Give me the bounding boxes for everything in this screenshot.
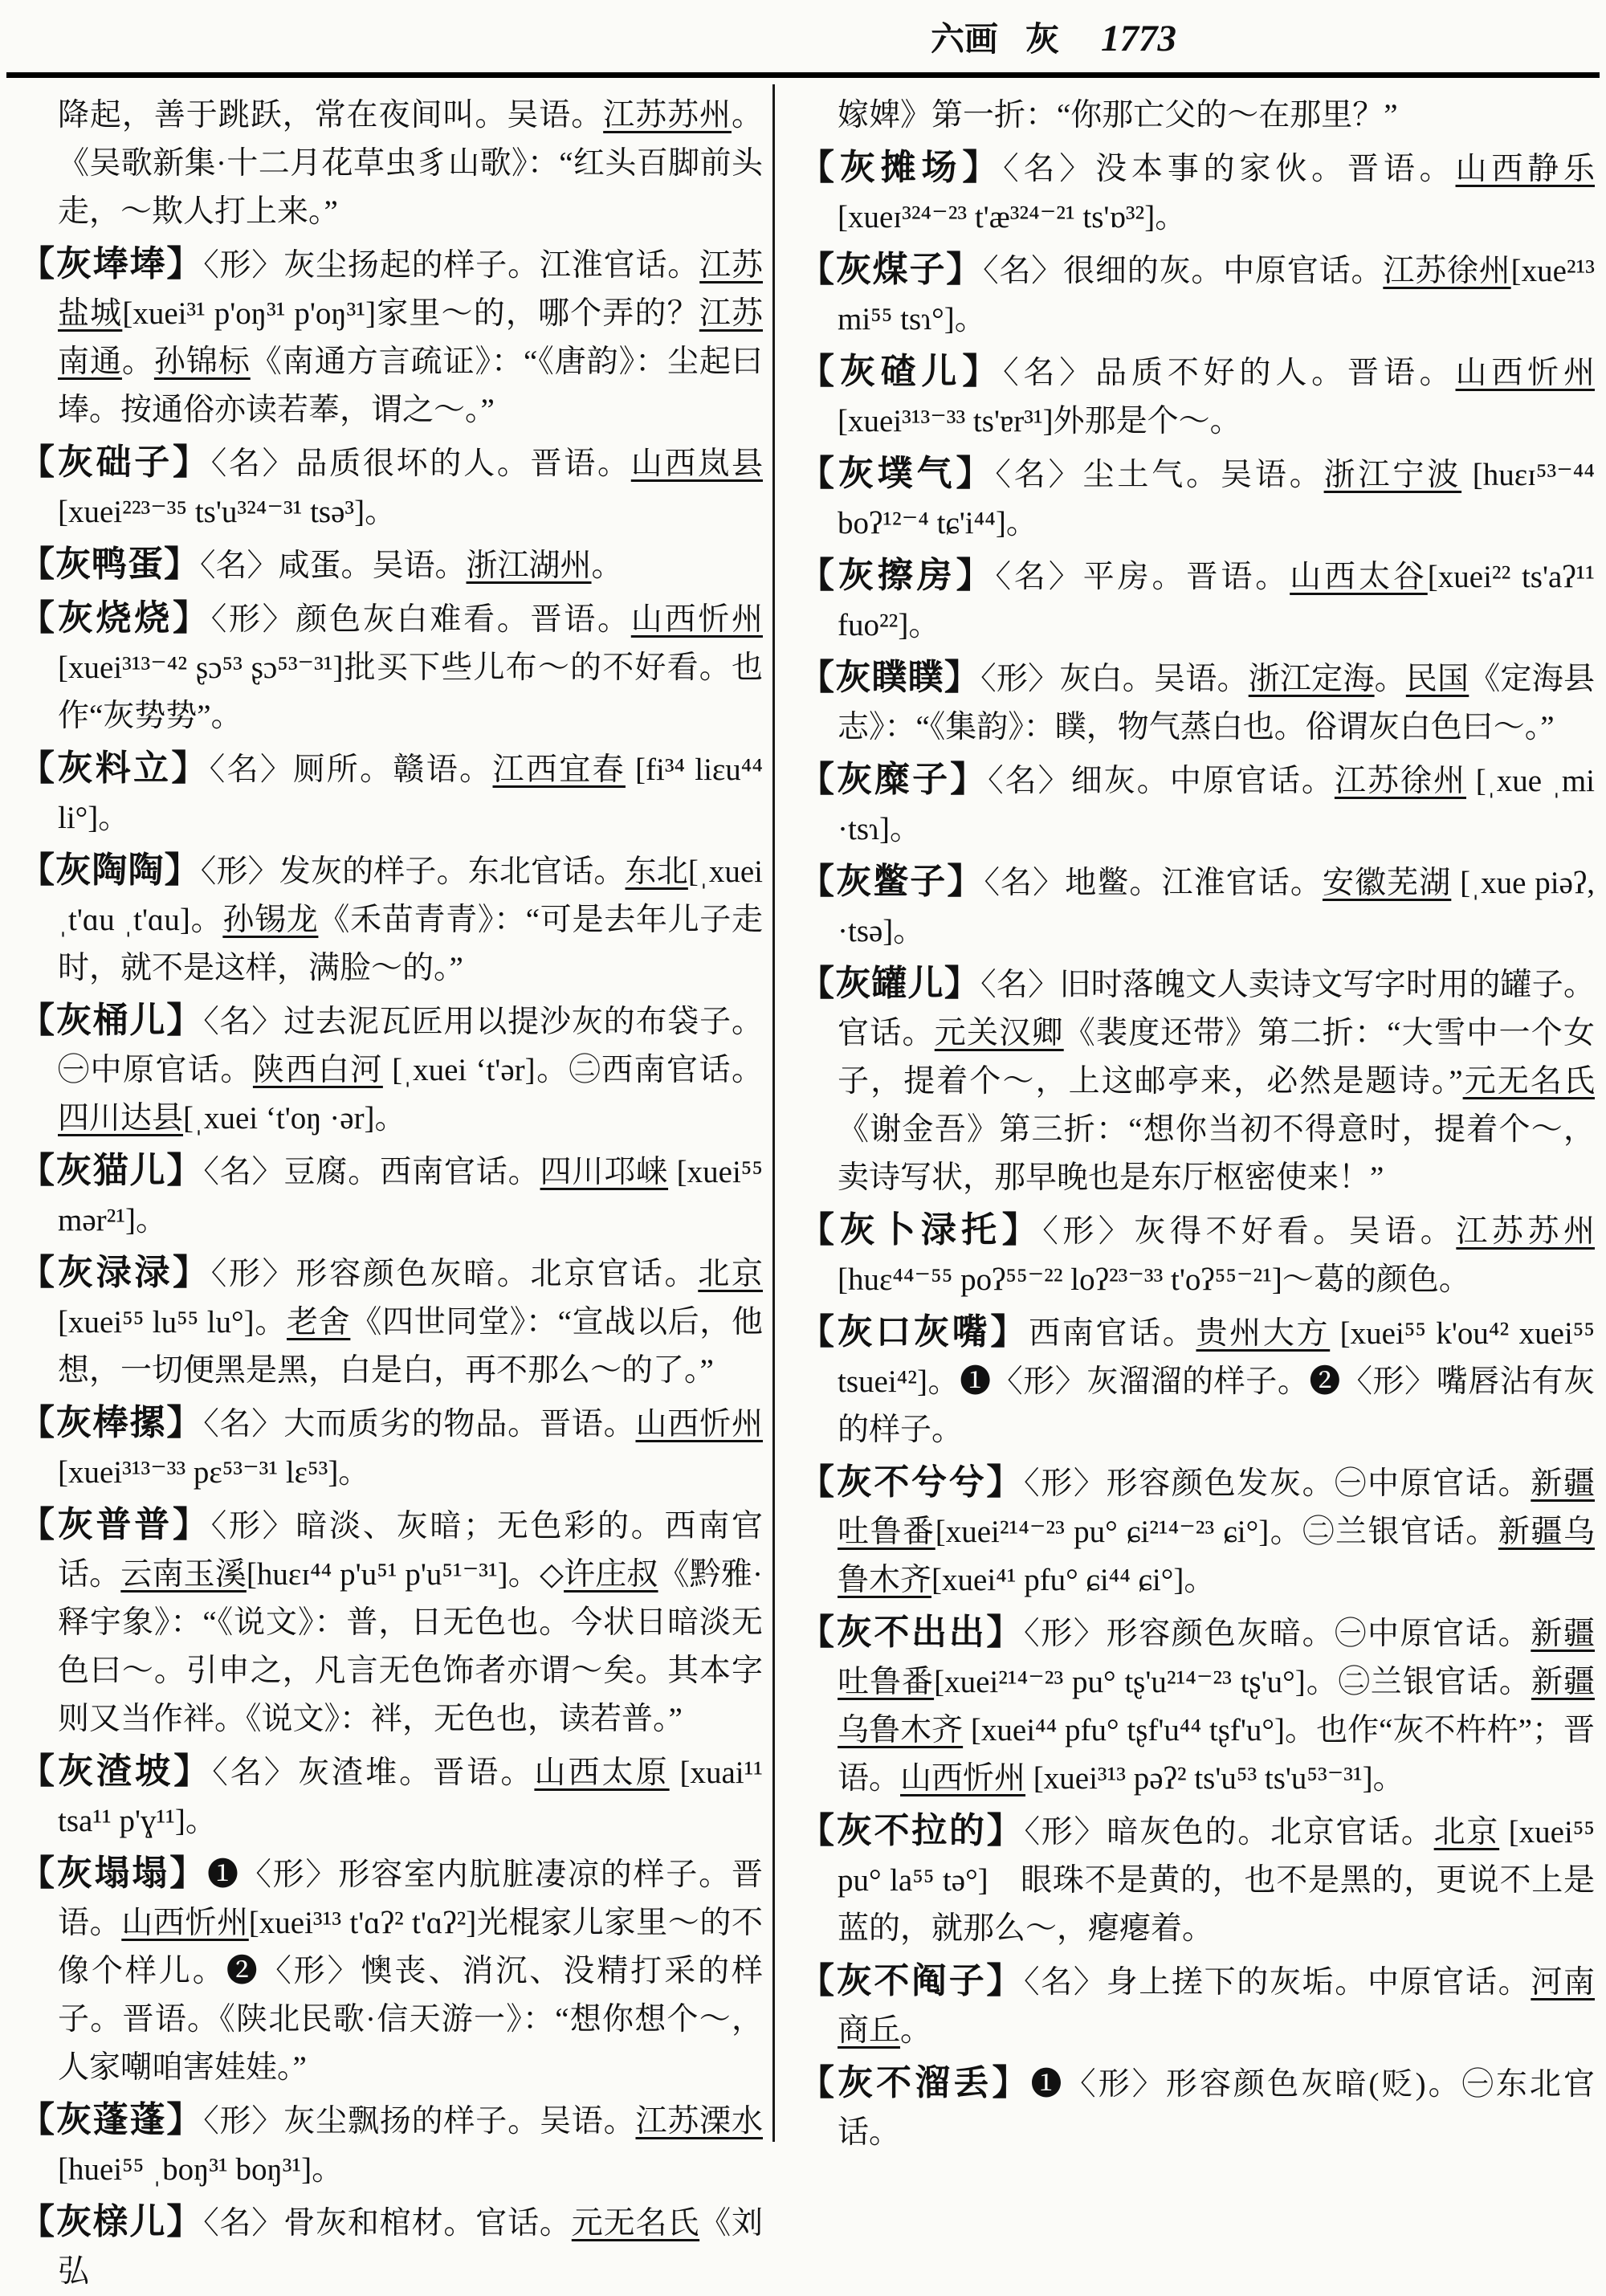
entry-text: [xuei³¹³⁻³³ ts'ɐr³¹]外那是个～。 bbox=[838, 404, 1241, 438]
entry-headword: 【灰鳖子】 bbox=[799, 862, 984, 901]
dictionary-entry bbox=[19, 1399, 763, 1497]
dictionary-entry bbox=[19, 438, 763, 536]
proper-name-underlined: 河南商丘 bbox=[838, 1965, 1595, 2048]
proper-name-underlined: 江苏徐州 bbox=[1334, 764, 1466, 798]
entry-text: [xuei³¹³⁻³³ pɛ⁵³⁻³¹ lɛ⁵³]。 bbox=[58, 1455, 370, 1490]
entry-headword: 【灰普普】 bbox=[19, 1505, 211, 1544]
proper-name-underlined: 山西静乐 bbox=[1455, 152, 1595, 186]
entry-headword: 【灰口灰嘴】 bbox=[799, 1312, 1029, 1352]
entry-text: [xuei²¹⁴⁻²³ pu° ɕi²¹⁴⁻²³ ɕi°]。㊁兰银官话。 bbox=[935, 1515, 1498, 1549]
proper-name-underlined: 老舍 bbox=[287, 1305, 351, 1340]
dictionary-entry bbox=[799, 960, 1595, 1202]
entry-text: 〈名〉骨灰和棺材。官话。 bbox=[203, 2206, 572, 2241]
dictionary-entry bbox=[799, 1609, 1595, 1803]
entry-text: 《四世同堂》：“宣战以后，他想，一切便黑是黑，白是白，再不那么～的了。” bbox=[58, 1305, 763, 1388]
entry-text: 〈形〉灰尘飘扬的样子。吴语。 bbox=[203, 2104, 636, 2139]
proper-name-underlined: 孙锡龙 bbox=[222, 903, 319, 937]
proper-name-underlined: 山西岚县 bbox=[630, 447, 763, 481]
entry-text: [xuei³¹³⁻⁴² ʂɔ⁵³ ʂɔ⁵³⁻³¹]批买下些儿布～的不好看。也作“灰势势”。 bbox=[58, 650, 763, 733]
entry-headword: 【灰鸭蛋】 bbox=[19, 544, 200, 584]
proper-name-underlined: 江苏盐城 bbox=[58, 248, 763, 331]
entry-text: 〈名〉过去泥瓦匠用以提沙灰的布袋子。㊀中原官话。 bbox=[58, 1005, 763, 1087]
entry-text: 。《吴歌新集·十二月花草虫豸山歌》：“红头百脚前头走，～欺人打上来。” bbox=[58, 98, 763, 229]
dictionary-entry bbox=[799, 654, 1595, 752]
proper-name-underlined: 元无名氏 bbox=[1462, 1064, 1595, 1099]
columns-container bbox=[0, 78, 1606, 2289]
entry-headword: 【灰罐儿】 bbox=[799, 964, 981, 1003]
entry-headword: 【灰碴儿】 bbox=[799, 352, 1004, 391]
entry-text: [xuei³¹³ t'ɑʔ² t'ɑʔ²]光棍家儿家里～的不像个样儿。❷〈形〉懊丧、消沉、没精打采的样子。晋语。《陕北民歌·信天游一》：“想你想个～，人家嘲咱害娃娃。” bbox=[58, 1906, 763, 2085]
entry-text: [xuei⁴¹ pfu° ɕi⁴⁴ ɕi°]。 bbox=[931, 1563, 1216, 1597]
entry-headword: 【灰渌渌】 bbox=[19, 1253, 211, 1292]
proper-name-underlined: 江西宜春 bbox=[492, 752, 626, 787]
entry-headword: 【灰塌塌】 bbox=[19, 1854, 208, 1893]
entry-headword: 【灰埲埲】 bbox=[19, 244, 204, 283]
entry-text: ❶〈形〉形容颜色灰暗(贬)。㊀东北官话。 bbox=[838, 2067, 1595, 2150]
proper-name-underlined: 元关汉卿 bbox=[934, 1016, 1064, 1050]
proper-name-underlined: 新疆吐鲁番 bbox=[838, 1617, 1595, 1699]
page-number: 1773 bbox=[1101, 18, 1176, 59]
entry-headword: 【灰渣坡】 bbox=[19, 1752, 213, 1791]
entry-headword: 【灰料立】 bbox=[19, 748, 210, 788]
dictionary-entry bbox=[19, 997, 763, 1143]
entry-text: 〈形〉形容颜色灰暗。㊀中原官话。 bbox=[1024, 1617, 1531, 1651]
proper-name-underlined: 新疆乌鲁木齐 bbox=[838, 1665, 1595, 1747]
entry-continuation bbox=[799, 92, 1595, 140]
entry-text: 〈名〉很细的灰。中原官话。 bbox=[983, 254, 1384, 288]
dictionary-entry bbox=[19, 1501, 763, 1743]
dictionary-entry bbox=[799, 144, 1595, 242]
entry-text: [xuei⁴⁴ pfu° tʂf'u⁴⁴ tʂf'u°]。也作“灰不杵杵”；晋语。 bbox=[838, 1713, 1595, 1796]
entry-text: 〈名〉旧时落魄文人卖诗文写字时用的罐子。官话。 bbox=[838, 968, 1595, 1050]
proper-name-underlined: 浙江宁波 bbox=[1323, 458, 1462, 492]
dictionary-entry bbox=[19, 240, 763, 434]
dictionary-entry bbox=[799, 246, 1595, 344]
page-header bbox=[0, 0, 1606, 59]
entry-text: [ˌxue piəʔ, ·tsə]。 bbox=[838, 866, 1595, 948]
entry-text: [huɛɪ⁴⁴ p'u⁵¹ p'u⁵¹⁻³¹]。◇ bbox=[246, 1557, 565, 1592]
right-column bbox=[775, 78, 1606, 2150]
left-column bbox=[0, 78, 772, 2289]
entry-text: 〈名〉身上搓下的灰垢。中原官话。 bbox=[1024, 1965, 1531, 2000]
entry-headword: 【灰不阄子】 bbox=[799, 1961, 1025, 2000]
header-divider-line bbox=[6, 72, 1600, 78]
proper-name-underlined: 山西忻州 bbox=[121, 1906, 249, 1940]
entry-text: 〈名〉地鳖。江淮官话。 bbox=[984, 866, 1323, 900]
dictionary-entry bbox=[19, 540, 763, 590]
entry-headword: 【灰陶陶】 bbox=[19, 850, 201, 890]
entry-text: 〈形〉暗淡、灰暗；无色彩的。西南官话。 bbox=[58, 1509, 763, 1592]
entry-text: 〈形〉发灰的样子。东北官话。 bbox=[200, 854, 626, 889]
entry-text: 〈形〉灰尘扬起的样子。江淮官话。 bbox=[203, 248, 700, 283]
entry-text: 〈形〉灰得不好看。吴语。 bbox=[1042, 1214, 1457, 1249]
entry-text: [ˌxue ˌmi ·tsɿ]。 bbox=[838, 764, 1595, 846]
dictionary-entry bbox=[799, 1206, 1595, 1304]
proper-name-underlined: 浙江定海 bbox=[1248, 662, 1375, 696]
dictionary-entry bbox=[799, 756, 1595, 854]
proper-name-underlined: 陕西白河 bbox=[252, 1053, 383, 1087]
proper-name-underlined: 山西忻州 bbox=[1455, 356, 1595, 390]
entry-text: [xue²¹³ mi⁵⁵ tsɿ°]。 bbox=[838, 254, 1595, 336]
entry-text: 《刘弘 bbox=[58, 2206, 763, 2289]
entry-text: [ˌxuei ʻt'ər]。㊁西南官话。 bbox=[382, 1053, 763, 1087]
entry-text: [xuai¹¹ tsa¹¹ p'ɣ¹¹]。 bbox=[58, 1756, 763, 1838]
entry-text: 〈形〉形容颜色发灰。㊀中原官话。 bbox=[1024, 1466, 1531, 1501]
entry-text: [huɛɪ⁵³⁻⁴⁴ boʔ¹²⁻⁴ tɕ'i⁴⁴]。 bbox=[838, 458, 1595, 540]
entry-text: 〈形〉形容颜色灰暗。北京官话。 bbox=[210, 1257, 699, 1291]
proper-name-underlined: 山西忻州 bbox=[635, 1407, 763, 1442]
entry-headword: 【灰烧烧】 bbox=[19, 598, 211, 638]
proper-name-underlined: 许庄叔 bbox=[564, 1557, 658, 1592]
entry-text: 〈形〉颜色灰白难看。晋语。 bbox=[210, 602, 631, 637]
entry-headword: 【灰不出出】 bbox=[799, 1613, 1025, 1652]
entry-headword: 【灰糜子】 bbox=[799, 760, 988, 799]
proper-name-underlined: 北京 bbox=[1433, 1815, 1500, 1849]
dictionary-entry bbox=[19, 846, 763, 993]
entry-headword: 【灰卜渌托】 bbox=[799, 1210, 1043, 1250]
entry-text: 。 bbox=[591, 549, 623, 583]
entry-text: [xuei⁵⁵ k'ou⁴² xuei⁵⁵ tsuei⁴²]。❶〈形〉灰溜溜的样子。❷〈形〉嘴唇沾有灰的样子。 bbox=[838, 1316, 1595, 1447]
proper-name-underlined: 四川达县 bbox=[58, 1101, 184, 1136]
dictionary-entry bbox=[799, 552, 1595, 650]
proper-name-underlined: 安徽芜湖 bbox=[1322, 866, 1452, 900]
proper-name-underlined: 江苏苏州 bbox=[603, 98, 732, 133]
entry-headword: 【灰煤子】 bbox=[799, 250, 984, 289]
entry-text: [huei⁵⁵ ˌboŋ³¹ boŋ³¹]。 bbox=[58, 2152, 344, 2187]
dictionary-entry bbox=[799, 2059, 1595, 2157]
entry-text: [huɛ⁴⁴⁻⁵⁵ poʔ⁵⁵⁻²² loʔ²³⁻³³ t'oʔ⁵⁵⁻²¹]～葛的颜色。 bbox=[838, 1262, 1470, 1297]
proper-name-underlined: 江苏南通 bbox=[58, 296, 763, 379]
dictionary-entry bbox=[799, 858, 1595, 956]
proper-name-underlined: 江苏溧水 bbox=[635, 2104, 763, 2139]
dictionary-entry bbox=[799, 1458, 1595, 1605]
dictionary-entry bbox=[19, 1147, 763, 1245]
proper-name-underlined: 浙江湖州 bbox=[466, 549, 592, 583]
proper-name-underlined: 民国 bbox=[1405, 662, 1469, 696]
entry-text: 《黔雅·释宇象》：“《说文》：普，日无色也。今状日暗淡无色曰～。引申之，凡言无色饰者亦谓～矣。其本字则又当作袢。《说文》：袢，无色也，读若普。” bbox=[58, 1557, 763, 1736]
proper-name-underlined: 山西太谷 bbox=[1290, 560, 1428, 594]
entry-text: [xuei⁵⁵ mər²¹]。 bbox=[58, 1155, 763, 1238]
entry-text: [ˌxuei ʻt'oŋ ·ər]。 bbox=[183, 1101, 406, 1136]
proper-name-underlined: 新疆吐鲁番 bbox=[838, 1466, 1595, 1549]
entry-text: [xuei⁵⁵ lu⁵⁵ lu°]。 bbox=[58, 1305, 287, 1340]
proper-name-underlined: 贵州大方 bbox=[1196, 1316, 1331, 1351]
entry-text: [xuei²¹⁴⁻²³ pu° tʂ'u²¹⁴⁻²³ tʂ'u°]。㊁兰银官话。 bbox=[934, 1665, 1531, 1699]
dictionary-entry bbox=[799, 1807, 1595, 1953]
proper-name-underlined: 云南玉溪 bbox=[120, 1557, 247, 1592]
entry-text: 〈名〉品质不好的人。晋语。 bbox=[1003, 356, 1456, 390]
entry-text: 〈名〉平房。晋语。 bbox=[995, 560, 1290, 594]
entry-text: 〈名〉没本事的家伙。晋语。 bbox=[1003, 152, 1456, 186]
entry-text: 《南通方言疏证》：“《唐韵》：尘起曰埲。按通俗亦读若菶，谓之～。” bbox=[58, 345, 763, 427]
dictionary-entry bbox=[19, 2096, 763, 2194]
entry-text: 〈名〉厕所。赣语。 bbox=[209, 752, 493, 787]
dictionary-entry bbox=[799, 1308, 1595, 1454]
head-character: 灰 bbox=[1025, 22, 1059, 59]
entry-text: 〈名〉咸蛋。吴语。 bbox=[200, 549, 467, 583]
entry-text: [xuei²² ts'aʔ¹¹ fuo²²]。 bbox=[838, 560, 1595, 642]
entry-headword: 【灰不溜丢】 bbox=[799, 2063, 1031, 2102]
entry-text: 。 bbox=[121, 345, 154, 379]
entry-headword: 【灰猫儿】 bbox=[19, 1151, 204, 1190]
proper-name-underlined: 孙锦标 bbox=[153, 345, 251, 379]
proper-name-underlined: 山西太原 bbox=[534, 1756, 670, 1790]
entry-text: 降起，善于跳跃，常在夜间叫。吴语。 bbox=[58, 98, 604, 133]
entry-text: [xuei⁵⁵ pu° la⁵⁵ tə°] 眼珠不是黄的，也不是黑的，更说不上是蓝的，就那么～，瘪瘪着。 bbox=[838, 1815, 1595, 1946]
entry-text: ❶〈形〉形容室内肮脏凄凉的样子。晋语。 bbox=[58, 1858, 763, 1940]
entry-text: 〈名〉尘土气。吴语。 bbox=[995, 458, 1324, 492]
dictionary-entry bbox=[799, 450, 1595, 548]
dictionary-entry bbox=[19, 1849, 763, 2092]
dictionary-entry bbox=[19, 594, 763, 740]
dictionary-entry bbox=[799, 1957, 1595, 2055]
dictionary-entry bbox=[19, 2198, 763, 2296]
entry-text: [xuei³¹ p'oŋ³¹ p'oŋ³¹]家里～的，哪个弄的？ bbox=[122, 296, 699, 331]
entry-text: 〈名〉大而质劣的物品。晋语。 bbox=[203, 1407, 636, 1442]
entry-text: 〈名〉品质很坏的人。晋语。 bbox=[210, 447, 631, 481]
dictionary-entry bbox=[19, 744, 763, 842]
entry-text: [xueɪ³²⁴⁻²³ t'æ³²⁴⁻²¹ ts'ɒ³²]。 bbox=[838, 200, 1187, 234]
entry-text: 〈形〉灰白。吴语。 bbox=[980, 662, 1249, 696]
entry-headword: 【灰墣气】 bbox=[799, 454, 996, 493]
entry-headword: 【灰不拉的】 bbox=[799, 1811, 1025, 1850]
entry-headword: 【灰不兮兮】 bbox=[799, 1462, 1025, 1502]
entry-text: 〈名〉细灰。中原官话。 bbox=[988, 764, 1335, 798]
dictionary-entry bbox=[799, 348, 1595, 446]
entry-text: 西南官话。 bbox=[1029, 1316, 1196, 1351]
proper-name-underlined: 元无名氏 bbox=[571, 2206, 700, 2241]
stroke-count-label: 六画 bbox=[930, 22, 998, 59]
entry-text: 《谢金吾》第三折：“想你当初不得意时，提着个～，卖诗写状，那早晚也是东厅枢密使来！” bbox=[838, 1112, 1595, 1195]
proper-name-underlined: 江苏苏州 bbox=[1456, 1214, 1595, 1249]
entry-text: 。 bbox=[1374, 662, 1406, 696]
entry-continuation bbox=[19, 92, 763, 236]
entry-headword: 【灰础子】 bbox=[19, 442, 211, 482]
proper-name-underlined: 四川邛崃 bbox=[540, 1155, 669, 1189]
header-section-title bbox=[931, 21, 1059, 59]
dictionary-entry bbox=[19, 1249, 763, 1395]
entry-text: 《禾苗青青》：“可是去年儿子走时，就不是这样，满脸～的。” bbox=[58, 903, 763, 985]
entry-headword: 【灰摊场】 bbox=[799, 148, 1004, 187]
entry-text: 《裴度还带》第二折：“大雪中一个女子，提着个～，上这邮亭来，必然是题诗。” bbox=[838, 1016, 1595, 1099]
entry-text: [fi³⁴ liɛu⁴⁴ li°]。 bbox=[58, 752, 763, 835]
entry-text: 嫁婢》第一折：“你那亡父的～在那里？” bbox=[838, 98, 1398, 133]
proper-name-underlined: 山西忻州 bbox=[630, 602, 763, 637]
proper-name-underlined: 江苏徐州 bbox=[1383, 254, 1511, 288]
entry-text: 〈名〉灰渣堆。晋语。 bbox=[212, 1756, 535, 1790]
entry-text: 〈名〉豆腐。西南官话。 bbox=[203, 1155, 540, 1189]
entry-headword: 【灰桶儿】 bbox=[19, 1001, 204, 1040]
entry-headword: 【灰擦房】 bbox=[799, 556, 996, 595]
dictionary-entry bbox=[19, 1747, 763, 1845]
proper-name-underlined: 东北 bbox=[625, 854, 688, 889]
entry-text: 。 bbox=[900, 2013, 932, 2048]
entry-text: 〈形〉暗灰色的。北京官话。 bbox=[1024, 1815, 1434, 1849]
proper-name-underlined: 山西忻州 bbox=[900, 1761, 1026, 1796]
entry-headword: 【灰蓬蓬】 bbox=[19, 2100, 204, 2139]
entry-headword: 【灰榇儿】 bbox=[19, 2202, 204, 2241]
entry-text: [xuei³¹³ pəʔ² ts'u⁵³ ts'u⁵³⁻³¹]。 bbox=[1025, 1761, 1404, 1796]
proper-name-underlined: 新疆乌鲁木齐 bbox=[838, 1515, 1595, 1597]
entry-headword: 【灰棒摞】 bbox=[19, 1403, 204, 1442]
proper-name-underlined: 北京 bbox=[698, 1257, 763, 1291]
entry-headword: 【灰瞨瞨】 bbox=[799, 658, 981, 697]
entry-text: 《定海县志》：“《集韵》：瞨，物气蒸白也。俗谓灰白色曰～。” bbox=[838, 662, 1595, 744]
entry-text: [xuei²²³⁻³⁵ ts'u³²⁴⁻³¹ tsə³]。 bbox=[58, 495, 397, 529]
entry-text: [ˌxuei ˌt'ɑu ˌt'ɑu]。 bbox=[58, 854, 763, 937]
